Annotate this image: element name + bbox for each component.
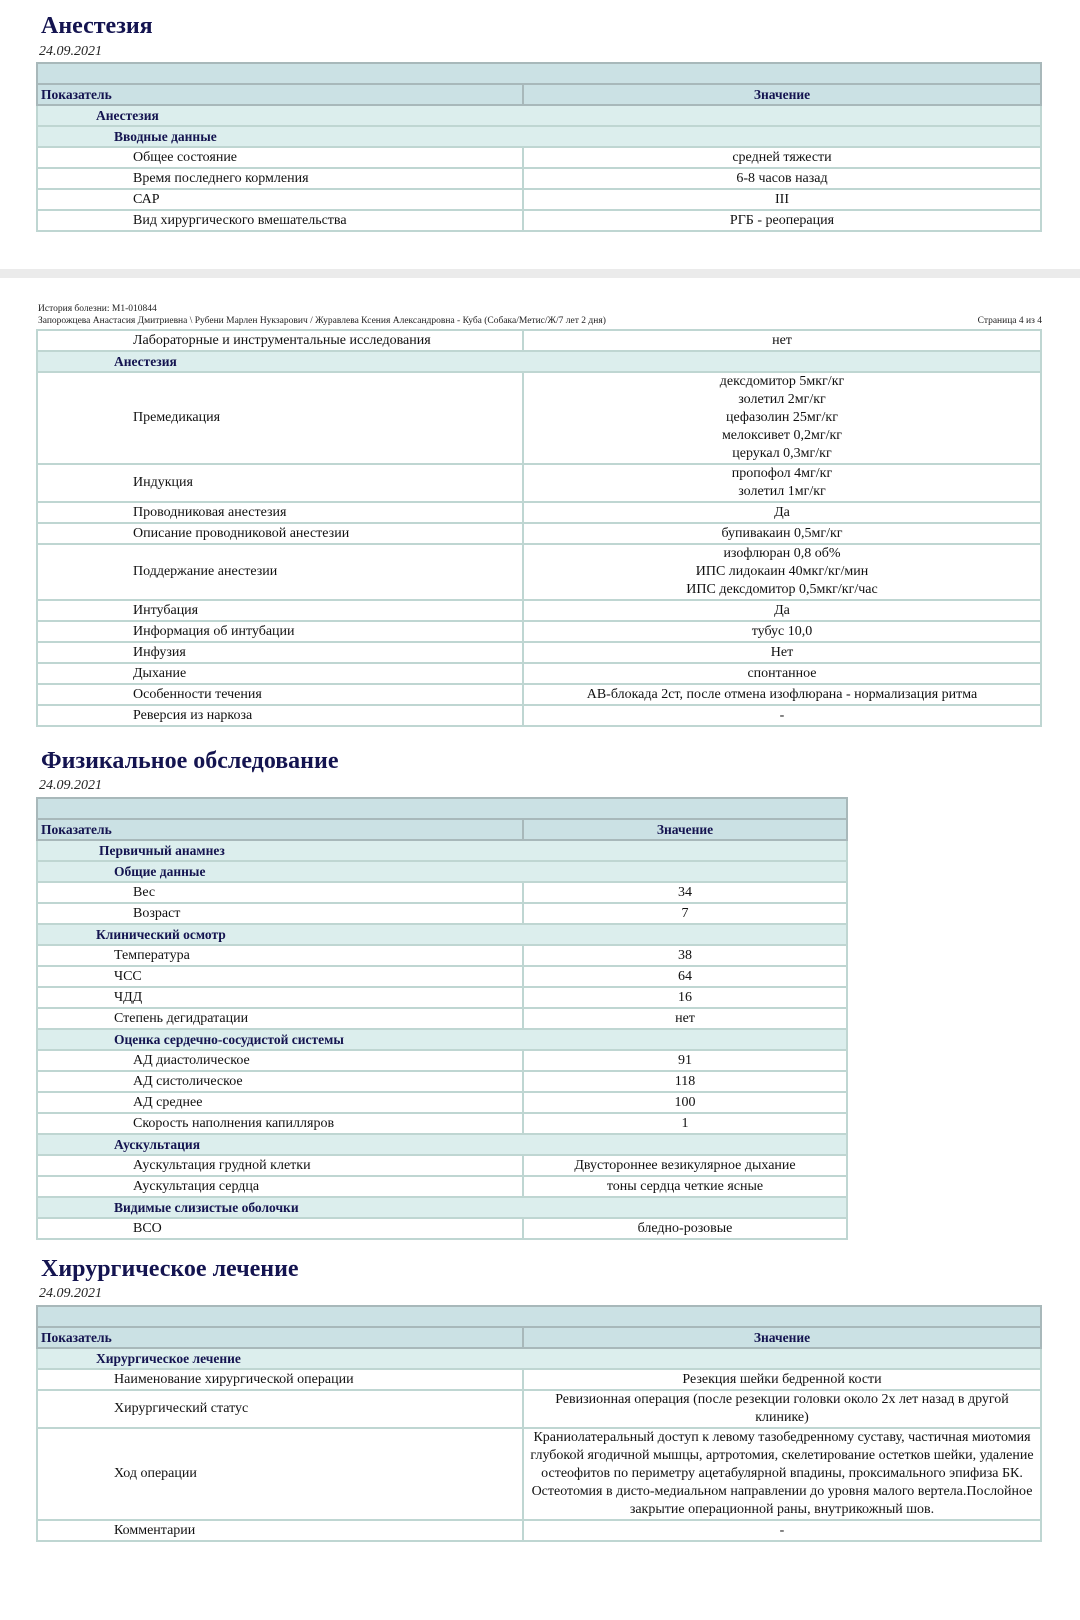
row-value: 100 — [523, 1092, 847, 1113]
table-row — [37, 987, 847, 1008]
table-row — [37, 1428, 1041, 1520]
table-row — [37, 210, 1041, 231]
row-label: Поддержание анестезии — [37, 544, 523, 600]
table-row — [37, 523, 1041, 544]
row-value: 16 — [523, 987, 847, 1008]
row-label: Комментарии — [37, 1520, 523, 1541]
row-value: Двустороннее везикулярное дыхание — [523, 1155, 847, 1176]
table-row — [37, 1050, 847, 1071]
table-row — [37, 705, 1041, 726]
table-row — [37, 1113, 847, 1134]
surgery-table — [36, 1305, 1042, 1542]
row-value: нет — [523, 330, 1041, 351]
table-header-row — [37, 819, 847, 840]
row-label: Реверсия из наркоза — [37, 705, 523, 726]
section-date-physical-exam: 24.09.2021 — [39, 778, 102, 793]
table-row — [37, 1155, 847, 1176]
column-header-indicator: Показатель — [37, 819, 523, 840]
table-row — [37, 966, 847, 987]
table-row — [37, 1092, 847, 1113]
group-clinical-exam: Клинический осмотр — [37, 924, 847, 945]
row-label: Интубация — [37, 600, 523, 621]
row-value: 64 — [523, 966, 847, 987]
group-intro-data: Вводные данные — [37, 126, 1041, 147]
row-value: - — [523, 705, 1041, 726]
row-label: Время последнего кормления — [37, 168, 523, 189]
section-title-physical-exam: Физикальное обследование — [41, 748, 339, 774]
table-row — [37, 1390, 1041, 1428]
value-line: церукал 0,3мг/кг — [732, 446, 832, 461]
row-value: Резекция шейки бедренной кости — [523, 1369, 1041, 1390]
group-surgical-treatment: Хирургическое лечение — [37, 1348, 1041, 1369]
row-value: Краниолатеральный доступ к левому тазобедренному суставу, частичная миотомия глубокой ягодичной мышцы, артротомия, скелетирование остетков шейки, удаление остеофитов по периметру ацетабулярной впадины, проксимального эпифиза БК. Остеотомия в дисто-медиальном направлении до уровня малого вертела.Послойное закрытие операционной раны, внутрикожный шов. — [523, 1428, 1041, 1520]
row-value: АВ-блокада 2ст, после отмена изофлюрана - нормализация ритма — [523, 684, 1041, 705]
value-line: дексдомитор 5мкг/кг — [719, 374, 845, 389]
row-value: спонтанное — [523, 663, 1041, 684]
table-row — [37, 1520, 1041, 1541]
column-header-indicator: Показатель — [37, 84, 523, 105]
row-value: 7 — [523, 903, 847, 924]
column-header-indicator: Показатель — [37, 1327, 523, 1348]
section-date-surgery: 24.09.2021 — [39, 1286, 102, 1301]
table-top-bar — [37, 798, 847, 819]
row-value: Да — [523, 600, 1041, 621]
value-line: пропофол 4мг/кг — [731, 466, 833, 481]
page-header — [38, 303, 1042, 327]
table-top-bar — [37, 1306, 1041, 1327]
section-title-surgery: Хирургическое лечение — [41, 1256, 299, 1282]
row-value — [523, 464, 1041, 502]
row-value: бледно-розовые — [523, 1218, 847, 1239]
row-label: Температура — [37, 945, 523, 966]
medical-history-number: История болезни: М1-010844 — [38, 304, 157, 314]
row-value: 91 — [523, 1050, 847, 1071]
group-mucous-membranes: Видимые слизистые оболочки — [37, 1197, 847, 1218]
column-header-value: Значение — [523, 84, 1041, 105]
anesthesia-continued-table — [36, 329, 1042, 727]
table-row — [37, 330, 1041, 351]
row-value: - — [523, 1520, 1041, 1541]
table-top-bar — [37, 63, 1041, 84]
table-row — [37, 168, 1041, 189]
group-anesthesia: Анестезия — [37, 105, 1041, 126]
row-value: III — [523, 189, 1041, 210]
value-line: ИПС лидокаин 40мкг/кг/мин — [695, 564, 869, 579]
row-value: нет — [523, 1008, 847, 1029]
page-break-divider — [0, 269, 1080, 278]
row-label: Инфузия — [37, 642, 523, 663]
row-value: тубус 10,0 — [523, 621, 1041, 642]
row-label: Возраст — [37, 903, 523, 924]
value-line: мелоксивет 0,2мг/кг — [721, 428, 843, 443]
row-label: Вид хирургического вмешательства — [37, 210, 523, 231]
physical-exam-table — [36, 797, 848, 1240]
value-line: цефазолин 25мг/кг — [726, 410, 838, 425]
table-row — [37, 1218, 847, 1239]
row-label: Особенности течения — [37, 684, 523, 705]
section-date-anesthesia: 24.09.2021 — [39, 44, 102, 59]
row-value: Ревизионная операция (после резекции головки около 2х лет назад в другой клинике) — [523, 1390, 1041, 1428]
row-label: Скорость наполнения капилляров — [37, 1113, 523, 1134]
row-label: АД систолическое — [37, 1071, 523, 1092]
row-label: САР — [37, 189, 523, 210]
row-label: Индукция — [37, 464, 523, 502]
row-label: АД диастолическое — [37, 1050, 523, 1071]
row-label: Дыхание — [37, 663, 523, 684]
section-title-anesthesia: Анестезия — [41, 13, 153, 39]
table-row — [37, 600, 1041, 621]
row-label: Хирургический статус — [37, 1390, 523, 1428]
row-label: Вес — [37, 882, 523, 903]
table-row — [37, 882, 847, 903]
column-header-value: Значение — [523, 819, 847, 840]
table-row — [37, 1369, 1041, 1390]
row-value: тоны сердца четкие ясные — [523, 1176, 847, 1197]
value-line: золетил 2мг/кг — [738, 392, 826, 407]
row-label: АД среднее — [37, 1092, 523, 1113]
table-row — [37, 544, 1041, 600]
table-row — [37, 663, 1041, 684]
row-label: Информация об интубации — [37, 621, 523, 642]
row-value: 1 — [523, 1113, 847, 1134]
row-label: Степень дегидратации — [37, 1008, 523, 1029]
row-value: бупивакаин 0,5мг/кг — [523, 523, 1041, 544]
row-label: Премедикация — [37, 372, 523, 464]
row-label: ЧСС — [37, 966, 523, 987]
group-primary-anamnesis: Первичный анамнез — [37, 840, 847, 861]
row-label: Описание проводниковой анестезии — [37, 523, 523, 544]
row-value: 38 — [523, 945, 847, 966]
row-label: Ход операции — [37, 1428, 523, 1520]
table-header-row — [37, 1327, 1041, 1348]
table-row — [37, 1176, 847, 1197]
row-label: ЧДД — [37, 987, 523, 1008]
row-value: 118 — [523, 1071, 847, 1092]
table-row — [37, 464, 1041, 502]
row-value: 34 — [523, 882, 847, 903]
group-general-data: Общие данные — [37, 861, 847, 882]
row-value — [523, 544, 1041, 600]
table-row — [37, 1008, 847, 1029]
table-row — [37, 189, 1041, 210]
row-label: Общее состояние — [37, 147, 523, 168]
table-row — [37, 1071, 847, 1092]
group-anesthesia: Анестезия — [37, 351, 1041, 372]
row-value: РГБ - реоперация — [523, 210, 1041, 231]
table-row — [37, 945, 847, 966]
column-header-value: Значение — [523, 1327, 1041, 1348]
row-label: Проводниковая анестезия — [37, 502, 523, 523]
table-row — [37, 372, 1041, 464]
table-row — [37, 684, 1041, 705]
row-label: Аускультация грудной клетки — [37, 1155, 523, 1176]
patient-owner-info: Запорожцева Анастасия Дмитриевна \ Рубени Марлен Нукзарович / Журавлева Ксения Александровна - Куба (Собака/Метис/Ж/7 лет 2 дня) — [38, 316, 606, 326]
table-row — [37, 642, 1041, 663]
row-value: 6-8 часов назад — [523, 168, 1041, 189]
row-value: средней тяжести — [523, 147, 1041, 168]
row-value: Да — [523, 502, 1041, 523]
row-label: Лабораторные и инструментальные исследования — [37, 330, 523, 351]
group-auscultation: Аускультация — [37, 1134, 847, 1155]
page-number: Страница 4 из 4 — [977, 316, 1042, 326]
table-row — [37, 903, 847, 924]
value-line: изофлюран 0,8 об% — [723, 546, 841, 561]
row-value — [523, 372, 1041, 464]
row-value: Нет — [523, 642, 1041, 663]
row-label: Наименование хирургической операции — [37, 1369, 523, 1390]
group-cardiovascular: Оценка сердечно-сосудистой системы — [37, 1029, 847, 1050]
table-header-row — [37, 84, 1041, 105]
table-row — [37, 147, 1041, 168]
value-line: золетил 1мг/кг — [738, 484, 826, 499]
value-line: ИПС дексдомитор 0,5мкг/кг/час — [686, 582, 878, 597]
table-row — [37, 621, 1041, 642]
table-row — [37, 502, 1041, 523]
anesthesia-table — [36, 62, 1042, 232]
row-label: ВСО — [37, 1218, 523, 1239]
row-label: Аускультация сердца — [37, 1176, 523, 1197]
